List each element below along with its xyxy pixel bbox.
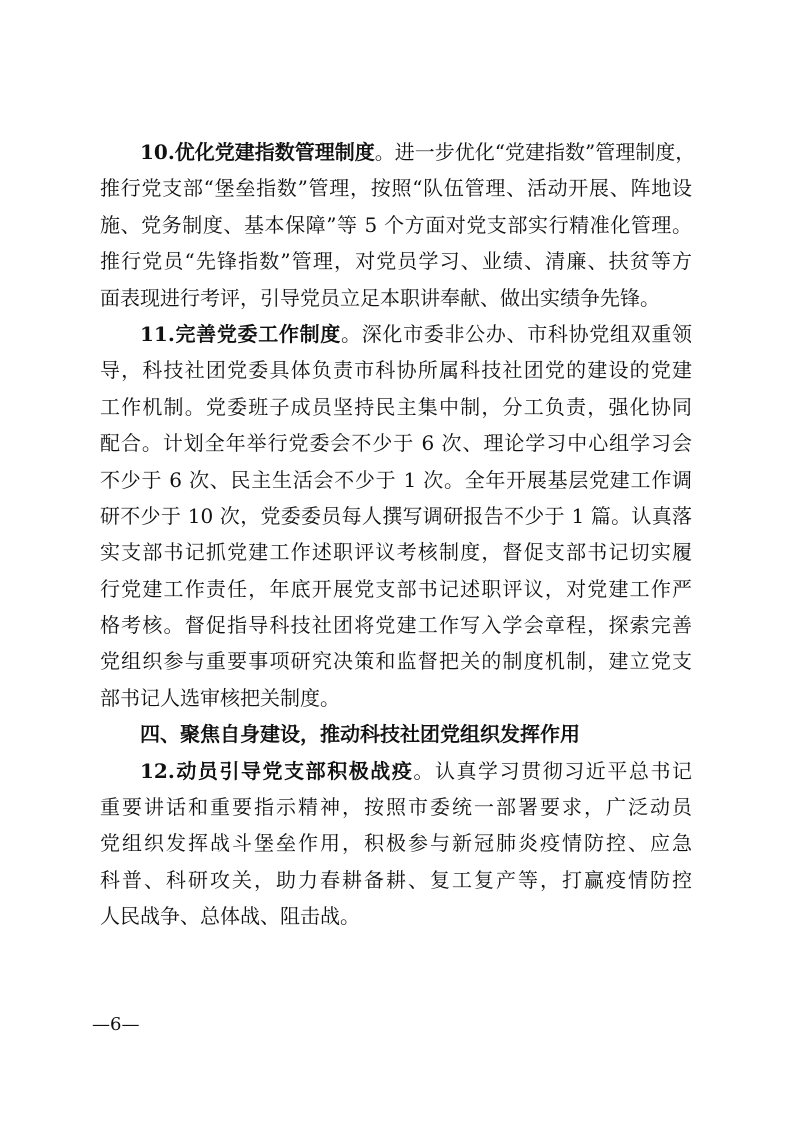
page-number: —6— bbox=[92, 1014, 140, 1035]
text-line: 推行党员“先锋指数”管理，对党员学习、业绩、清廉、扶贫等方 bbox=[100, 249, 692, 274]
text-line: 不少于 6 次、民主生活会不少于 1 次。全年开展基层党建工作调 bbox=[100, 467, 692, 492]
line-text: 。深化市委非公办、市科协党组双重领 bbox=[341, 321, 693, 346]
text-line: 面表现进行考评，引导党员立足本职讲奉献、做出实绩争先锋。 bbox=[100, 285, 660, 310]
document-body bbox=[100, 134, 696, 935]
paragraph-11 bbox=[100, 316, 692, 716]
text-line: 党组织发挥战斗堡垒作用，积极参与新冠肺炎疫情防控、应急 bbox=[100, 831, 692, 856]
text-line: 施、党务制度、基本保障”等 5 个方面对党支部实行精准化管理。 bbox=[100, 212, 692, 237]
item-title: 10.优化党建指数管理制度 bbox=[140, 140, 375, 164]
text-line: 配合。计划全年举行党委会不少于 6 次、理论学习中心组学习会 bbox=[100, 431, 692, 456]
line-text: 。进一步优化“党建指数”管理制度， bbox=[374, 140, 696, 164]
item-title: 12.动员引导党支部积极战疫 bbox=[140, 758, 414, 783]
paragraph-10 bbox=[100, 134, 696, 316]
text-line: 人民战争、总体战、阻击战。 bbox=[100, 904, 360, 929]
text-line: 行党建工作责任，年底开展党支部书记述职评议，对党建工作严 bbox=[100, 576, 692, 601]
text-line: 科普、科研攻关，助力春耕备耕、复工复产等，打赢疫情防控 bbox=[100, 867, 692, 892]
text-line: 研不少于 10 次，党委委员每人撰写调研报告不少于 1 篇。认真落 bbox=[100, 503, 692, 528]
text-line bbox=[100, 753, 692, 789]
text-line: 导，科技社团党委具体负责市科协所属科技社团党的建设的党建 bbox=[100, 358, 692, 383]
paragraph-12 bbox=[100, 753, 692, 935]
text-line: 实支部书记抓党建工作述职评议考核制度，督促支部书记切实履 bbox=[100, 540, 692, 565]
text-line: 工作机制。党委班子成员坚持民主集中制，分工负责，强化协同 bbox=[100, 394, 692, 419]
text-line: 部书记人选审核把关制度。 bbox=[100, 685, 340, 710]
section-heading: 四、聚焦自身建设，推动科技社团党组织发挥作用 bbox=[140, 722, 580, 747]
text-line bbox=[100, 134, 696, 170]
line-text: 。认真学习贯彻习近平总书记 bbox=[413, 758, 693, 783]
text-line: 党组织参与重要事项研究决策和监督把关的制度机制，建立党支 bbox=[100, 649, 692, 674]
text-line bbox=[100, 316, 692, 352]
text-line: 推行党支部“堡垒指数”管理，按照“队伍管理、活动开展、阵地设 bbox=[100, 176, 692, 201]
text-line: 重要讲话和重要指示精神，按照市委统一部署要求，广泛动员 bbox=[100, 795, 692, 820]
text-line: 格考核。督促指导科技社团将党建工作写入学会章程，探索完善 bbox=[100, 613, 692, 638]
item-title: 11.完善党委工作制度 bbox=[140, 321, 341, 346]
